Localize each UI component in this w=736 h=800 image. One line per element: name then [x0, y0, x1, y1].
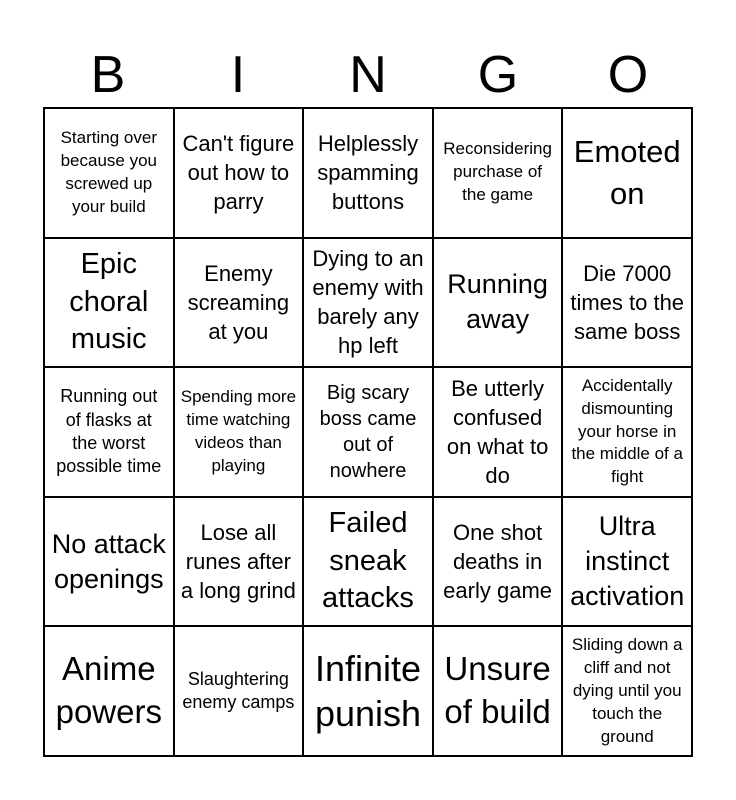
- bingo-cell-text: Failed sneak attacks: [322, 507, 414, 615]
- bingo-cell-text: Die 7000 times to the same boss: [570, 260, 685, 344]
- bingo-cell-r1-c1[interactable]: [45, 109, 175, 239]
- bingo-cell-text: Running out of flasks at the worst possible time: [56, 386, 162, 477]
- bingo-cell-r2-c2[interactable]: [175, 239, 305, 369]
- bingo-cell-r4-c5[interactable]: [563, 498, 693, 628]
- bingo-cell-text: Big scary boss came out of nowhere: [319, 381, 417, 482]
- bingo-cell-text: Can't figure out how to parry: [182, 131, 295, 215]
- bingo-cell-r5-c2[interactable]: [175, 627, 305, 757]
- bingo-cell-text: Enemy screaming at you: [187, 260, 290, 344]
- bingo-cell-r3-c4[interactable]: [434, 368, 564, 498]
- header-letter-n: N: [349, 46, 387, 104]
- bingo-cell-text: Slaughtering enemy camps: [182, 668, 295, 713]
- bingo-cell-text: Helplessly spamming buttons: [317, 131, 419, 215]
- bingo-cell-r4-c2[interactable]: [175, 498, 305, 628]
- bingo-cell-text: Accidentally dismounting your horse in the middle of a fight: [571, 375, 683, 487]
- bingo-cell-r3-c5[interactable]: [563, 368, 693, 498]
- header-letter-g: G: [477, 46, 519, 104]
- bingo-cell-r5-c4[interactable]: [434, 627, 564, 757]
- bingo-cell-r5-c5[interactable]: [563, 627, 693, 757]
- bingo-cell-text: Be utterly confused on what to do: [446, 375, 549, 489]
- bingo-cell-text: Unsure of build: [444, 650, 551, 731]
- bingo-cell-r2-c4[interactable]: [434, 239, 564, 369]
- bingo-cell-r5-c3[interactable]: [304, 627, 434, 757]
- bingo-cell-text: Sliding down a cliff and not dying until you touch the ground: [571, 634, 683, 746]
- bingo-cell-text: Infinite punish: [314, 648, 422, 735]
- bingo-cell-text: One shot deaths in early game: [443, 520, 553, 604]
- bingo-cell-r4-c1[interactable]: [45, 498, 175, 628]
- bingo-cell-text: Lose all runes after a long grind: [180, 520, 296, 604]
- bingo-cell-r1-c4[interactable]: [434, 109, 564, 239]
- bingo-cell-r2-c5[interactable]: [563, 239, 693, 369]
- bingo-cell-text: Spending more time watching videos than playing: [180, 387, 297, 475]
- header-letter-o: O: [607, 46, 649, 104]
- bingo-cell-r2-c3[interactable]: [304, 239, 434, 369]
- bingo-cell-text: Starting over because you screwed up your build: [60, 127, 157, 216]
- bingo-cell-r5-c1[interactable]: [45, 627, 175, 757]
- bingo-cell-r3-c1[interactable]: [45, 368, 175, 498]
- bingo-cell-text: Epic choral music: [69, 247, 149, 356]
- bingo-cell-r2-c1[interactable]: [45, 239, 175, 369]
- bingo-cell-r1-c2[interactable]: [175, 109, 305, 239]
- bingo-cell-r4-c3[interactable]: [304, 498, 434, 628]
- bingo-cell-text: No attack openings: [51, 528, 166, 594]
- bingo-cell-r1-c5[interactable]: [563, 109, 693, 239]
- bingo-cell-r3-c3[interactable]: [304, 368, 434, 498]
- bingo-cell-r3-c2[interactable]: [175, 368, 305, 498]
- bingo-cell-r4-c4[interactable]: [434, 498, 564, 628]
- bingo-header: [43, 42, 693, 108]
- bingo-cell-r1-c3[interactable]: [304, 109, 434, 239]
- header-letter-b: B: [90, 46, 126, 104]
- header-letter-i: I: [230, 46, 246, 104]
- bingo-cell-text: Dying to an enemy with barely any hp left: [312, 246, 424, 359]
- bingo-cell-text: Anime powers: [55, 650, 162, 731]
- bingo-cell-text: Ultra instinct activation: [570, 510, 685, 612]
- bingo-cell-text: Emoted on: [573, 133, 681, 211]
- bingo-card-grid: [43, 107, 693, 757]
- bingo-cell-text: Reconsidering purchase of the game: [443, 139, 552, 205]
- bingo-cell-text: Running away: [447, 269, 548, 335]
